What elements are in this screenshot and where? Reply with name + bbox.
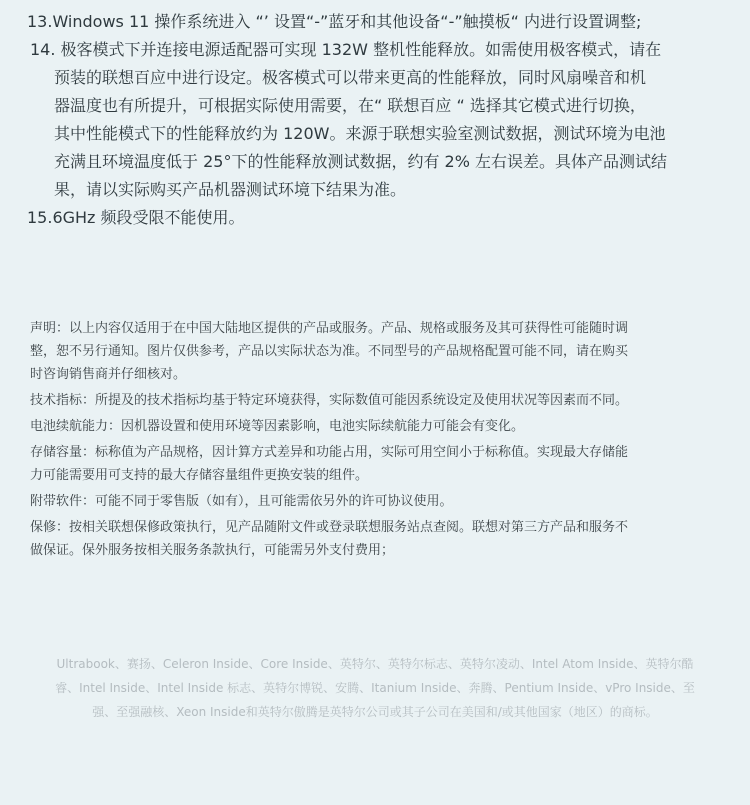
footnote-line: 充满且环境温度低于 25°下的性能释放测试数据，约有 2% 左右误差。具体产品测试结 [54,152,668,171]
disclaimer-section [30,317,720,562]
disclaimer-software [30,490,720,513]
disclaimer-line: 附带软件：可能不同于零售版（如有），且可能需依另外的许可协议使用。 [30,494,453,509]
disclaimer-line: 整，恕不另行通知。图片仅供参考，产品以实际状态为准。不同型号的产品规格配置可能不同，请在购买 [30,344,629,359]
footnote-line: 15.6GHz 频段受限不能使用。 [27,208,245,227]
footnote-13 [27,8,745,36]
disclaimer-storage [30,441,720,487]
trademark-line: 强、至强融核、Xeon Inside和英特尔傲腾是英特尔公司或其子公司在美国和/或其他国家（地区）的商标。 [92,705,658,719]
disclaimer-line: 存储容量：标称值为产品规格，因计算方式差异和功能占用，实际可用空间小于标称值。实现最大存储能 [30,445,629,460]
disclaimer-line: 力可能需要用可支持的最大存储容量组件更换安装的组件。 [30,468,369,483]
footnote-line: 果，请以实际购买产品机器测试环境下结果为准。 [54,180,407,199]
disclaimer-tech-specs [30,389,720,412]
footnote-14 [30,36,745,204]
disclaimer-line: 声明：以上内容仅适用于在中国大陆地区提供的产品或服务。产品、规格或服务及其可获得性可能随时调 [30,321,629,336]
trademark-notice [25,652,725,724]
footnote-line: 14. 极客模式下并连接电源适配器可实现 132W 整机性能释放。如需使用极客模式，请在 [30,40,662,59]
disclaimer-line: 技术指标：所提及的技术指标均基于特定环境获得，实际数值可能因系统设定及使用状况等因素而不同。 [30,393,629,408]
trademark-line: Ultrabook、赛扬、Celeron Inside、Core Inside、英特尔、英特尔标志、英特尔凌动、Intel Atom Inside、英特尔酷 [56,657,694,671]
footnote-line: 其中性能模式下的性能释放约为 120W。来源于联想实验室测试数据，测试环境为电池 [54,124,666,143]
footnote-line: 13.Windows 11 操作系统进入 “’ 设置“-”蓝牙和其他设备“-”触摸板“ 内进行设置调整; [27,12,642,31]
disclaimer-line: 电池续航能力：因机器设置和使用环境等因素影响，电池实际续航能力可能会有变化。 [30,419,525,434]
footnote-15 [27,204,745,232]
footnote-line: 器温度也有所提升，可根据实际使用需要，在“ 联想百应 “ 选择其它模式进行切换， [54,96,646,115]
disclaimer-line: 时咨询销售商并仔细核对。 [30,367,187,382]
disclaimer-warranty [30,516,720,562]
disclaimer-line: 保修：按相关联想保修政策执行，见产品随附文件或登录联想服务站点查阅。联想对第三方产品和服务不 [30,520,629,535]
footnotes-list [27,8,745,232]
disclaimer-battery [30,415,720,438]
disclaimer-line: 做保证。保外服务按相关服务条款执行，可能需另外支付费用； [30,543,395,558]
trademark-line: 睿、Intel Inside、Intel Inside 标志、英特尔博锐、安腾、Itanium Inside、奔腾、Pentium Inside、vPro Inside、至 [55,681,695,695]
footnote-line: 预装的联想百应中进行设定。极客模式可以带来更高的性能释放，同时风扇噪音和机 [54,68,647,87]
disclaimer-statement [30,317,720,386]
